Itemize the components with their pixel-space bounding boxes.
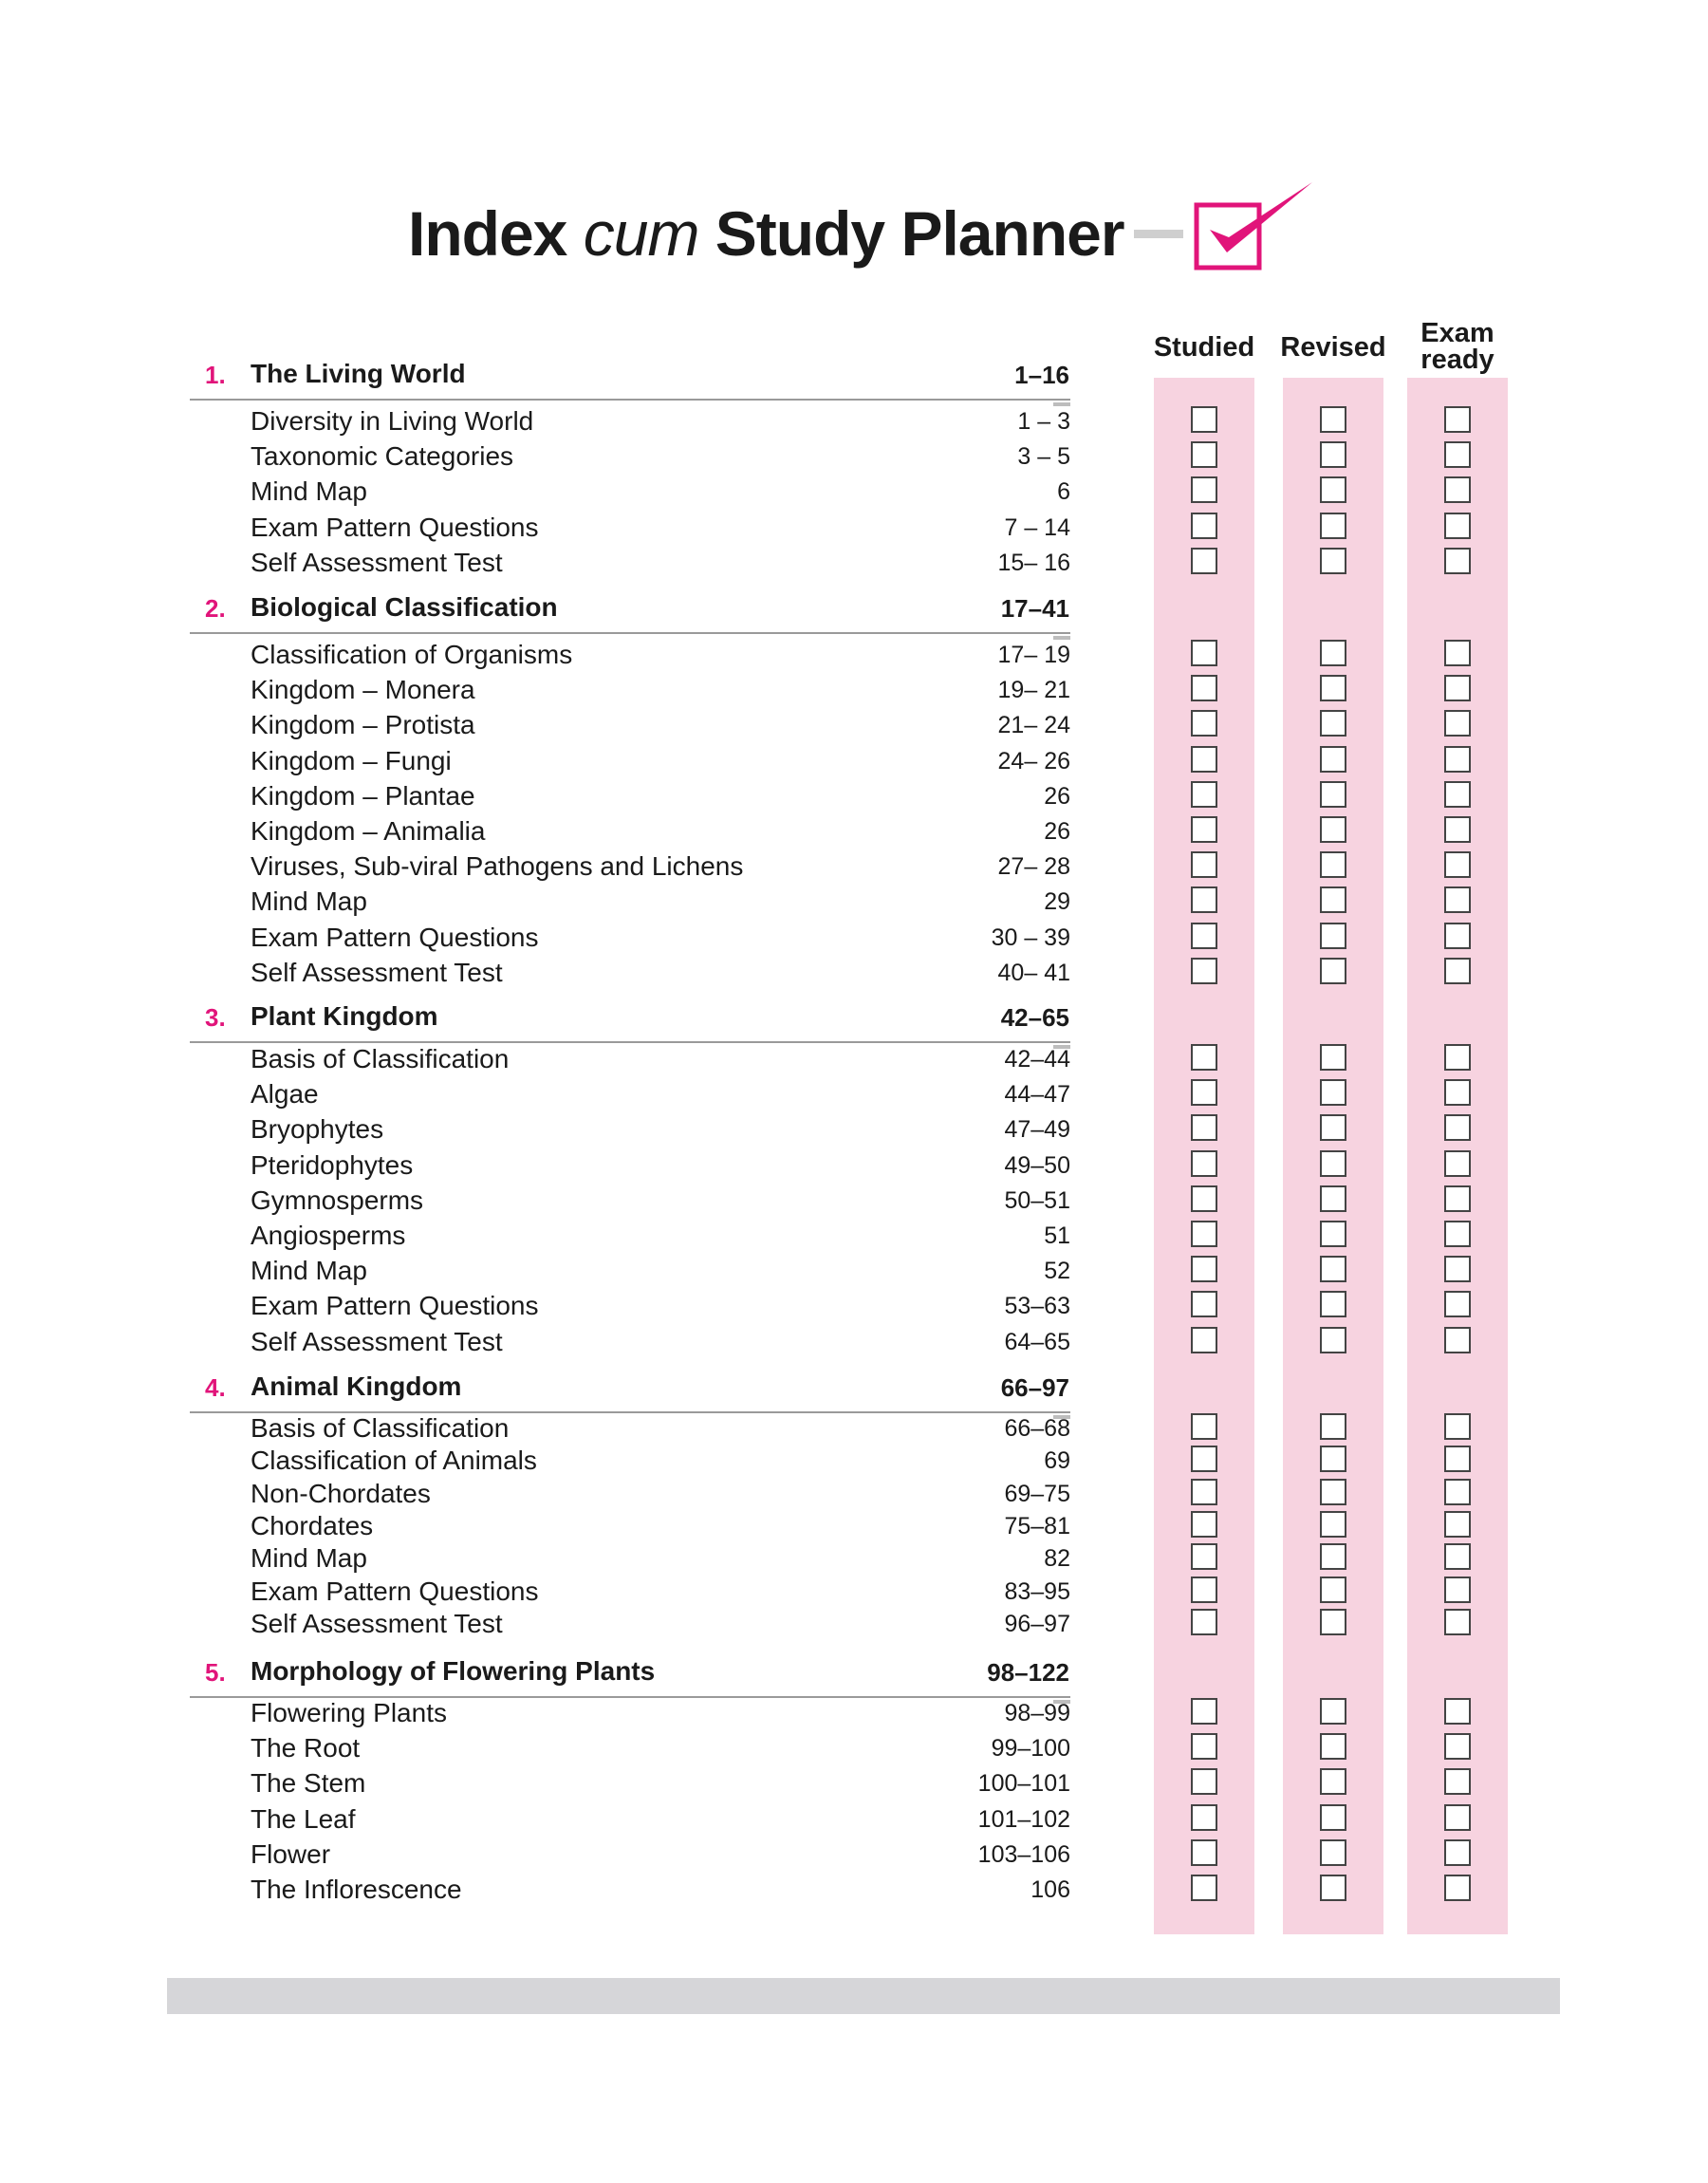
page-title xyxy=(408,177,1124,290)
studied-checkbox[interactable] xyxy=(1191,923,1217,949)
exam-ready-checkbox[interactable] xyxy=(1444,1221,1471,1247)
topic-label: Bryophytes xyxy=(251,1114,384,1145)
topic-label: Exam Pattern Questions xyxy=(251,1576,539,1606)
topic-pages: 51 xyxy=(1044,1222,1070,1249)
revised-checkbox[interactable] xyxy=(1320,1446,1346,1472)
topic-row xyxy=(251,1696,1070,1730)
topic-label: Chordates xyxy=(251,1510,374,1540)
topic-pages: 29 xyxy=(1044,888,1070,916)
studied-checkbox[interactable] xyxy=(1191,1150,1217,1177)
exam-ready-checkbox[interactable] xyxy=(1444,548,1471,574)
topic-pages: 7 – 14 xyxy=(1004,513,1070,541)
exam-ready-checkbox[interactable] xyxy=(1444,640,1471,666)
topic-pages: 44–47 xyxy=(1004,1081,1070,1109)
revised-checkbox[interactable] xyxy=(1320,816,1346,843)
topic-pages: 30 – 39 xyxy=(991,924,1070,951)
revised-checkbox[interactable] xyxy=(1320,1479,1346,1505)
studied-checkbox[interactable] xyxy=(1191,1768,1217,1795)
studied-checkbox[interactable] xyxy=(1191,441,1217,468)
topic-row xyxy=(251,673,1070,707)
topic-pages: 19– 21 xyxy=(997,677,1070,704)
chapter-pages: 1–16 xyxy=(1014,361,1069,389)
exam-ready-checkbox[interactable] xyxy=(1444,886,1471,913)
exam-ready-checkbox[interactable] xyxy=(1444,1875,1471,1901)
revised-checkbox[interactable] xyxy=(1320,548,1346,574)
topic-pages: 49–50 xyxy=(1004,1151,1070,1179)
title-cum: cum xyxy=(583,198,699,269)
topic-row xyxy=(251,1219,1070,1253)
topic-row xyxy=(251,1607,1070,1641)
studied-checkbox[interactable] xyxy=(1191,746,1217,773)
chapter-heading xyxy=(190,1370,1070,1413)
revised-checkbox[interactable] xyxy=(1320,710,1346,737)
revised-checkbox[interactable] xyxy=(1320,1698,1346,1725)
topic-label: Exam Pattern Questions xyxy=(251,1291,539,1321)
studied-checkbox[interactable] xyxy=(1191,1875,1217,1901)
topic-label: Pteridophytes xyxy=(251,1149,414,1180)
chapter-heading xyxy=(190,357,1070,401)
title-index: Index xyxy=(408,198,567,269)
exam-ready-checkbox[interactable] xyxy=(1444,1804,1471,1831)
topic-label: Exam Pattern Questions xyxy=(251,512,539,542)
topic-label: The Stem xyxy=(251,1768,366,1799)
revised-checkbox[interactable] xyxy=(1320,441,1346,468)
topic-label: Self Assessment Test xyxy=(251,547,503,577)
topic-row xyxy=(251,404,1070,438)
exam-ready-checkbox[interactable] xyxy=(1444,1577,1471,1603)
studied-checkbox[interactable] xyxy=(1191,513,1217,539)
topic-pages: 100–101 xyxy=(977,1770,1070,1798)
chapter-pages: 66–97 xyxy=(1000,1373,1069,1402)
exam-ready-checkbox[interactable] xyxy=(1444,513,1471,539)
topic-pages: 99–100 xyxy=(991,1735,1070,1763)
topic-label: Mind Map xyxy=(251,476,367,507)
revised-checkbox[interactable] xyxy=(1320,851,1346,878)
studied-checkbox[interactable] xyxy=(1191,1577,1217,1603)
topic-label: Kingdom – Protista xyxy=(251,710,475,740)
topic-label: Kingdom – Animalia xyxy=(251,816,486,846)
topic-row xyxy=(251,475,1070,509)
topic-label: Diversity in Living World xyxy=(251,406,534,436)
topic-label: Self Assessment Test xyxy=(251,957,503,987)
revised-checkbox[interactable] xyxy=(1320,675,1346,701)
chapter-number: 1. xyxy=(205,361,226,389)
chapter-heading xyxy=(190,590,1070,634)
topic-pages: 75–81 xyxy=(1004,1512,1070,1539)
revised-checkbox[interactable] xyxy=(1320,1291,1346,1317)
exam-ready-checkbox[interactable] xyxy=(1444,1291,1471,1317)
topic-row xyxy=(251,1477,1070,1511)
studied-checkbox[interactable] xyxy=(1191,710,1217,737)
topic-pages: 1 – 3 xyxy=(1017,408,1070,435)
topic-pages: 24– 26 xyxy=(997,747,1070,774)
studied-checkbox[interactable] xyxy=(1191,1114,1217,1141)
topic-label: Classification of Animals xyxy=(251,1446,537,1476)
exam-ready-checkbox[interactable] xyxy=(1444,476,1471,503)
studied-checkbox[interactable] xyxy=(1191,1609,1217,1635)
topic-pages: 83–95 xyxy=(1004,1577,1070,1605)
topic-label: Kingdom – Plantae xyxy=(251,780,475,811)
revised-checkbox[interactable] xyxy=(1320,476,1346,503)
studied-checkbox[interactable] xyxy=(1191,406,1217,433)
topic-label: Self Assessment Test xyxy=(251,1608,503,1638)
topic-label: Kingdom – Monera xyxy=(251,675,475,705)
topic-label: Basis of Classification xyxy=(251,1044,510,1073)
topic-row xyxy=(251,708,1070,742)
topic-row xyxy=(251,1541,1070,1576)
exam-ready-checkbox[interactable] xyxy=(1444,816,1471,843)
revised-checkbox[interactable] xyxy=(1320,513,1346,539)
topic-label: Algae xyxy=(251,1079,319,1110)
topic-row xyxy=(251,1411,1070,1446)
studied-checkbox[interactable] xyxy=(1191,1256,1217,1282)
topic-pages: 52 xyxy=(1044,1258,1070,1285)
topic-row xyxy=(251,1873,1070,1907)
exam-ready-checkbox[interactable] xyxy=(1444,1044,1471,1071)
studied-checkbox[interactable] xyxy=(1191,640,1217,666)
exam-ready-checkbox[interactable] xyxy=(1444,1327,1471,1353)
revised-checkbox[interactable] xyxy=(1320,1511,1346,1538)
revised-checkbox[interactable] xyxy=(1320,923,1346,949)
exam-ready-checkbox[interactable] xyxy=(1444,958,1471,984)
revised-checkbox[interactable] xyxy=(1320,640,1346,666)
revised-checkbox[interactable] xyxy=(1320,886,1346,913)
revised-checkbox[interactable] xyxy=(1320,1044,1346,1071)
topic-pages: 15– 16 xyxy=(997,549,1070,576)
topic-pages: 3 – 5 xyxy=(1017,443,1070,471)
topic-pages: 106 xyxy=(1030,1876,1070,1903)
topic-row xyxy=(251,885,1070,919)
exam-ready-checkbox[interactable] xyxy=(1444,1079,1471,1106)
exam-ready-checkbox[interactable] xyxy=(1444,1479,1471,1505)
studied-checkbox[interactable] xyxy=(1191,851,1217,878)
studied-checkbox[interactable] xyxy=(1191,1511,1217,1538)
chapter-title: Biological Classification xyxy=(251,592,558,622)
topic-label: Exam Pattern Questions xyxy=(251,922,539,952)
exam-ready-checkbox[interactable] xyxy=(1444,1511,1471,1538)
exam-ready-checkbox[interactable] xyxy=(1444,406,1471,433)
topic-row xyxy=(251,1148,1070,1183)
column-header: Revised xyxy=(1280,332,1386,363)
topic-row xyxy=(251,638,1070,672)
revised-checkbox[interactable] xyxy=(1320,406,1346,433)
topic-label: Taxonomic Categories xyxy=(251,441,514,472)
revised-checkbox[interactable] xyxy=(1320,1804,1346,1831)
chapter-title: Morphology of Flowering Plants xyxy=(251,1656,656,1686)
chapter-number: 5. xyxy=(205,1658,226,1687)
studied-checkbox[interactable] xyxy=(1191,781,1217,808)
revised-checkbox[interactable] xyxy=(1320,1543,1346,1570)
revised-checkbox[interactable] xyxy=(1320,1875,1346,1901)
topic-pages: 42–44 xyxy=(1004,1046,1070,1073)
studied-checkbox[interactable] xyxy=(1191,1327,1217,1353)
revised-checkbox[interactable] xyxy=(1320,1839,1346,1866)
chapter-title: The Living World xyxy=(251,359,466,388)
studied-checkbox[interactable] xyxy=(1191,1839,1217,1866)
studied-checkbox[interactable] xyxy=(1191,548,1217,574)
exam-ready-checkbox[interactable] xyxy=(1444,1185,1471,1212)
exam-ready-checkbox[interactable] xyxy=(1444,1839,1471,1866)
studied-checkbox[interactable] xyxy=(1191,1698,1217,1725)
chapter-number: 2. xyxy=(205,594,226,623)
exam-ready-checkbox[interactable] xyxy=(1444,1256,1471,1282)
topic-pages: 26 xyxy=(1044,782,1070,810)
exam-ready-checkbox[interactable] xyxy=(1444,1698,1471,1725)
topic-label: Viruses, Sub-viral Pathogens and Lichens xyxy=(251,851,744,882)
topic-row xyxy=(251,1112,1070,1147)
exam-ready-checkbox[interactable] xyxy=(1444,851,1471,878)
topic-pages: 101–102 xyxy=(977,1805,1070,1833)
topic-label: Self Assessment Test xyxy=(251,1326,503,1356)
chapter-title: Plant Kingdom xyxy=(251,1001,438,1031)
revised-checkbox[interactable] xyxy=(1320,1768,1346,1795)
revised-checkbox[interactable] xyxy=(1320,1114,1346,1141)
studied-checkbox[interactable] xyxy=(1191,1291,1217,1317)
topic-label: Kingdom – Fungi xyxy=(251,745,452,775)
column-header: Studied xyxy=(1153,332,1255,363)
topic-pages: 17– 19 xyxy=(997,642,1070,668)
topic-label: Angiosperms xyxy=(251,1221,406,1250)
chapter-heading xyxy=(190,1654,1070,1698)
topic-label: Mind Map xyxy=(251,1256,367,1286)
exam-ready-checkbox[interactable] xyxy=(1444,1768,1471,1795)
topic-row xyxy=(251,439,1070,474)
topic-label: Mind Map xyxy=(251,886,367,917)
topic-label: Flower xyxy=(251,1838,331,1869)
studied-checkbox[interactable] xyxy=(1191,1079,1217,1106)
topic-pages: 53–63 xyxy=(1004,1293,1070,1320)
topic-pages: 21– 24 xyxy=(997,712,1070,739)
studied-checkbox[interactable] xyxy=(1191,1543,1217,1570)
topic-pages: 64–65 xyxy=(1004,1328,1070,1355)
studied-checkbox[interactable] xyxy=(1191,476,1217,503)
chapter-title: Animal Kingdom xyxy=(251,1371,462,1401)
exam-ready-checkbox[interactable] xyxy=(1444,710,1471,737)
revised-checkbox[interactable] xyxy=(1320,1221,1346,1247)
revised-checkbox[interactable] xyxy=(1320,1079,1346,1106)
chapter-number: 3. xyxy=(205,1003,226,1032)
topic-label: The Root xyxy=(251,1733,361,1763)
revised-checkbox[interactable] xyxy=(1320,958,1346,984)
topic-row xyxy=(251,849,1070,884)
topic-row xyxy=(251,1042,1070,1076)
topic-label: Basis of Classification xyxy=(251,1413,510,1443)
exam-ready-checkbox[interactable] xyxy=(1444,781,1471,808)
topic-pages: 26 xyxy=(1044,818,1070,845)
chapter-heading xyxy=(190,999,1070,1043)
topic-pages: 6 xyxy=(1057,478,1070,506)
exam-ready-checkbox[interactable] xyxy=(1444,746,1471,773)
studied-checkbox[interactable] xyxy=(1191,816,1217,843)
exam-ready-checkbox[interactable] xyxy=(1444,1114,1471,1141)
topic-pages: 47–49 xyxy=(1004,1116,1070,1144)
studied-checkbox[interactable] xyxy=(1191,1185,1217,1212)
topic-pages: 69–75 xyxy=(1004,1480,1070,1507)
topic-pages: 40– 41 xyxy=(997,959,1070,986)
exam-ready-checkbox[interactable] xyxy=(1444,1733,1471,1760)
topic-row xyxy=(251,779,1070,813)
topic-label: The Leaf xyxy=(251,1803,356,1834)
topic-pages: 50–51 xyxy=(1004,1186,1070,1214)
topic-pages: 98–99 xyxy=(1004,1700,1070,1726)
topic-row xyxy=(251,511,1070,545)
exam-ready-checkbox[interactable] xyxy=(1444,1446,1471,1472)
revised-checkbox[interactable] xyxy=(1320,1577,1346,1603)
topic-row xyxy=(251,1731,1070,1765)
topic-label: Mind Map xyxy=(251,1543,367,1574)
topic-pages: 66–68 xyxy=(1004,1415,1070,1442)
studied-checkbox[interactable] xyxy=(1191,1044,1217,1071)
topic-row xyxy=(251,1766,1070,1801)
topic-row xyxy=(251,1254,1070,1288)
topic-row xyxy=(251,1077,1070,1111)
chapter-pages: 98–122 xyxy=(987,1658,1069,1687)
topic-label: Classification of Organisms xyxy=(251,640,573,669)
topic-pages: 103–106 xyxy=(977,1840,1070,1868)
topic-row xyxy=(251,744,1070,778)
revised-checkbox[interactable] xyxy=(1320,1609,1346,1635)
revised-checkbox[interactable] xyxy=(1320,1733,1346,1760)
revised-checkbox[interactable] xyxy=(1320,746,1346,773)
topic-row xyxy=(251,1184,1070,1218)
chapter-pages: 17–41 xyxy=(1000,594,1069,623)
topic-pages: 82 xyxy=(1044,1545,1070,1573)
topic-row xyxy=(251,1289,1070,1323)
exam-ready-checkbox[interactable] xyxy=(1444,1609,1471,1635)
topic-row xyxy=(251,1802,1070,1837)
revised-checkbox[interactable] xyxy=(1320,1150,1346,1177)
exam-ready-checkbox[interactable] xyxy=(1444,1150,1471,1177)
studied-checkbox[interactable] xyxy=(1191,1733,1217,1760)
topic-pages: 27– 28 xyxy=(997,853,1070,881)
topic-label: Gymnosperms xyxy=(251,1185,424,1215)
topic-row xyxy=(251,1509,1070,1543)
title-study-planner: Study Planner xyxy=(715,198,1124,269)
topic-label: Flowering Plants xyxy=(251,1698,447,1727)
topic-row xyxy=(251,1838,1070,1872)
chapter-pages: 42–65 xyxy=(1000,1003,1069,1032)
topic-row xyxy=(251,1444,1070,1478)
studied-checkbox[interactable] xyxy=(1191,1221,1217,1247)
topic-row xyxy=(251,956,1070,990)
exam-ready-checkbox[interactable] xyxy=(1444,441,1471,468)
studied-checkbox[interactable] xyxy=(1191,1479,1217,1505)
studied-checkbox[interactable] xyxy=(1191,675,1217,701)
studied-checkbox[interactable] xyxy=(1191,958,1217,984)
checkbox-tick-icon xyxy=(1134,171,1314,275)
revised-checkbox[interactable] xyxy=(1320,1185,1346,1212)
topic-row xyxy=(251,921,1070,955)
revised-checkbox[interactable] xyxy=(1320,781,1346,808)
exam-ready-checkbox[interactable] xyxy=(1444,1413,1471,1440)
studied-checkbox[interactable] xyxy=(1191,1446,1217,1472)
topic-row xyxy=(251,814,1070,849)
studied-checkbox[interactable] xyxy=(1191,1804,1217,1831)
studied-checkbox[interactable] xyxy=(1191,886,1217,913)
revised-checkbox[interactable] xyxy=(1320,1327,1346,1353)
topic-row xyxy=(251,1575,1070,1609)
topic-pages: 96–97 xyxy=(1004,1610,1070,1637)
footer-bar xyxy=(167,1978,1560,2014)
topic-row xyxy=(251,546,1070,580)
topic-label: The Inflorescence xyxy=(251,1875,462,1904)
topic-pages: 69 xyxy=(1044,1447,1070,1475)
topic-label: Non-Chordates xyxy=(251,1478,431,1508)
exam-ready-checkbox[interactable] xyxy=(1444,1543,1471,1570)
chapter-number: 4. xyxy=(205,1373,226,1402)
exam-ready-checkbox[interactable] xyxy=(1444,675,1471,701)
revised-checkbox[interactable] xyxy=(1320,1256,1346,1282)
column-header: Exam ready xyxy=(1420,318,1494,375)
topic-row xyxy=(251,1325,1070,1359)
studied-checkbox[interactable] xyxy=(1191,1413,1217,1440)
revised-checkbox[interactable] xyxy=(1320,1413,1346,1440)
exam-ready-checkbox[interactable] xyxy=(1444,923,1471,949)
